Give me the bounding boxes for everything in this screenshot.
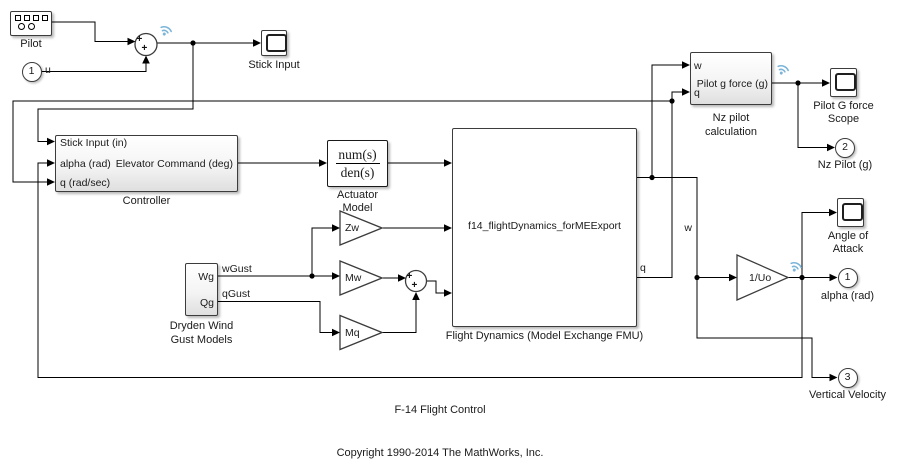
actuator-transfer-fcn-block[interactable]: [327, 140, 388, 187]
controller-out-elevator: Elevator Command (deg): [115, 157, 233, 170]
dryden-label-line2: Gust Models: [170, 334, 233, 346]
tf-denominator: den(s): [340, 165, 375, 180]
angle-scope-label-line2: Attack: [832, 243, 864, 255]
actuator-label-line2: Model: [342, 202, 373, 214]
outport-3-label: Vertical Velocity: [808, 389, 887, 401]
zw-gain-label: Zw: [345, 222, 359, 234]
uo-gain-label: 1/Uo: [749, 271, 772, 284]
pilot-block-label: Pilot: [20, 38, 42, 50]
outport-2[interactable]: [835, 138, 855, 158]
wireless-streaming-icon[interactable]: [774, 61, 791, 77]
dryden-out-qg: Qg: [199, 296, 214, 309]
dryden-label-line1: Dryden Wind: [169, 320, 234, 332]
wire-label-w: w: [684, 222, 692, 234]
stick-input-scope-label: Stick Input: [248, 59, 300, 71]
copyright-annotation: Copyright 1990-2014 The MathWorks, Inc.: [336, 447, 544, 459]
controller-in-alpha: alpha (rad): [60, 157, 111, 170]
angle-scope-label-line1: Angle of: [827, 230, 869, 242]
stick-input-scope-block[interactable]: [261, 30, 287, 56]
controller-block[interactable]: [55, 135, 238, 192]
wire-label-qgust: qGust: [222, 288, 251, 300]
scope-screen-icon: [835, 73, 856, 91]
pilot-signal-builder-block[interactable]: [10, 11, 52, 36]
nz-in-w: w: [694, 60, 702, 72]
nz-out-gforce: Pilot g force (g): [696, 78, 768, 90]
nz-label-line1: Nz pilot: [712, 112, 750, 124]
nz-pilot-calculation-block[interactable]: [690, 52, 772, 105]
angle-of-attack-scope-block[interactable]: [837, 198, 864, 227]
inport-1[interactable]: [22, 62, 42, 82]
flight-dynamics-fmu-block[interactable]: [452, 128, 637, 327]
outport-1-label: alpha (rad): [820, 290, 875, 302]
nz-in-q: q: [694, 87, 700, 99]
outport-1-number: 1: [844, 271, 851, 283]
mq-gain-label: Mq: [345, 326, 360, 339]
wire-label-wgust: wGust: [222, 263, 252, 275]
sum2-plus-bottom: +: [411, 279, 418, 291]
sum2-plus-top: +: [406, 270, 413, 282]
dryden-wind-gust-block[interactable]: [185, 263, 218, 316]
outport-2-label: Nz Pilot (g): [817, 159, 873, 171]
outport-3-number: 3: [844, 370, 851, 383]
flight-dynamics-label: Flight Dynamics (Model Exchange FMU): [445, 330, 644, 342]
wireless-streaming-icon[interactable]: [787, 258, 804, 274]
sum1-plus-top: +: [136, 34, 143, 45]
pilot-g-scope-label-line2: Scope: [827, 113, 860, 125]
scope-screen-icon: [842, 203, 863, 221]
sum1-plus-bottom: +: [141, 43, 148, 54]
outport-1[interactable]: [838, 268, 858, 288]
pilot-g-scope-label-line1: Pilot G force: [813, 100, 874, 112]
outport-3[interactable]: [838, 368, 858, 388]
wire-label-q: q: [640, 262, 646, 274]
scope-screen-icon: [266, 34, 287, 52]
inport-1-number: 1: [28, 64, 35, 77]
wire-label-u: u: [45, 64, 51, 76]
nz-label-line2: calculation: [705, 126, 757, 138]
tf-fraction-bar: [336, 163, 380, 164]
outport-2-number: 2: [842, 140, 848, 153]
wireless-streaming-icon[interactable]: [157, 22, 174, 38]
controller-in-stick: Stick Input (in): [60, 136, 128, 149]
controller-block-label: Controller: [122, 195, 171, 207]
diagram-title: F-14 Flight Control: [394, 404, 486, 416]
actuator-label-line1: Actuator: [337, 189, 378, 201]
mw-gain-label: Mw: [345, 272, 362, 284]
tf-numerator: num(s): [338, 147, 377, 162]
fmu-inner-text: f14_flightDynamics_forMEExport: [468, 220, 621, 232]
pilot-g-force-scope-block[interactable]: [830, 68, 857, 97]
dryden-out-wg: Wg: [198, 271, 214, 283]
controller-in-q: q (rad/sec): [60, 176, 111, 189]
